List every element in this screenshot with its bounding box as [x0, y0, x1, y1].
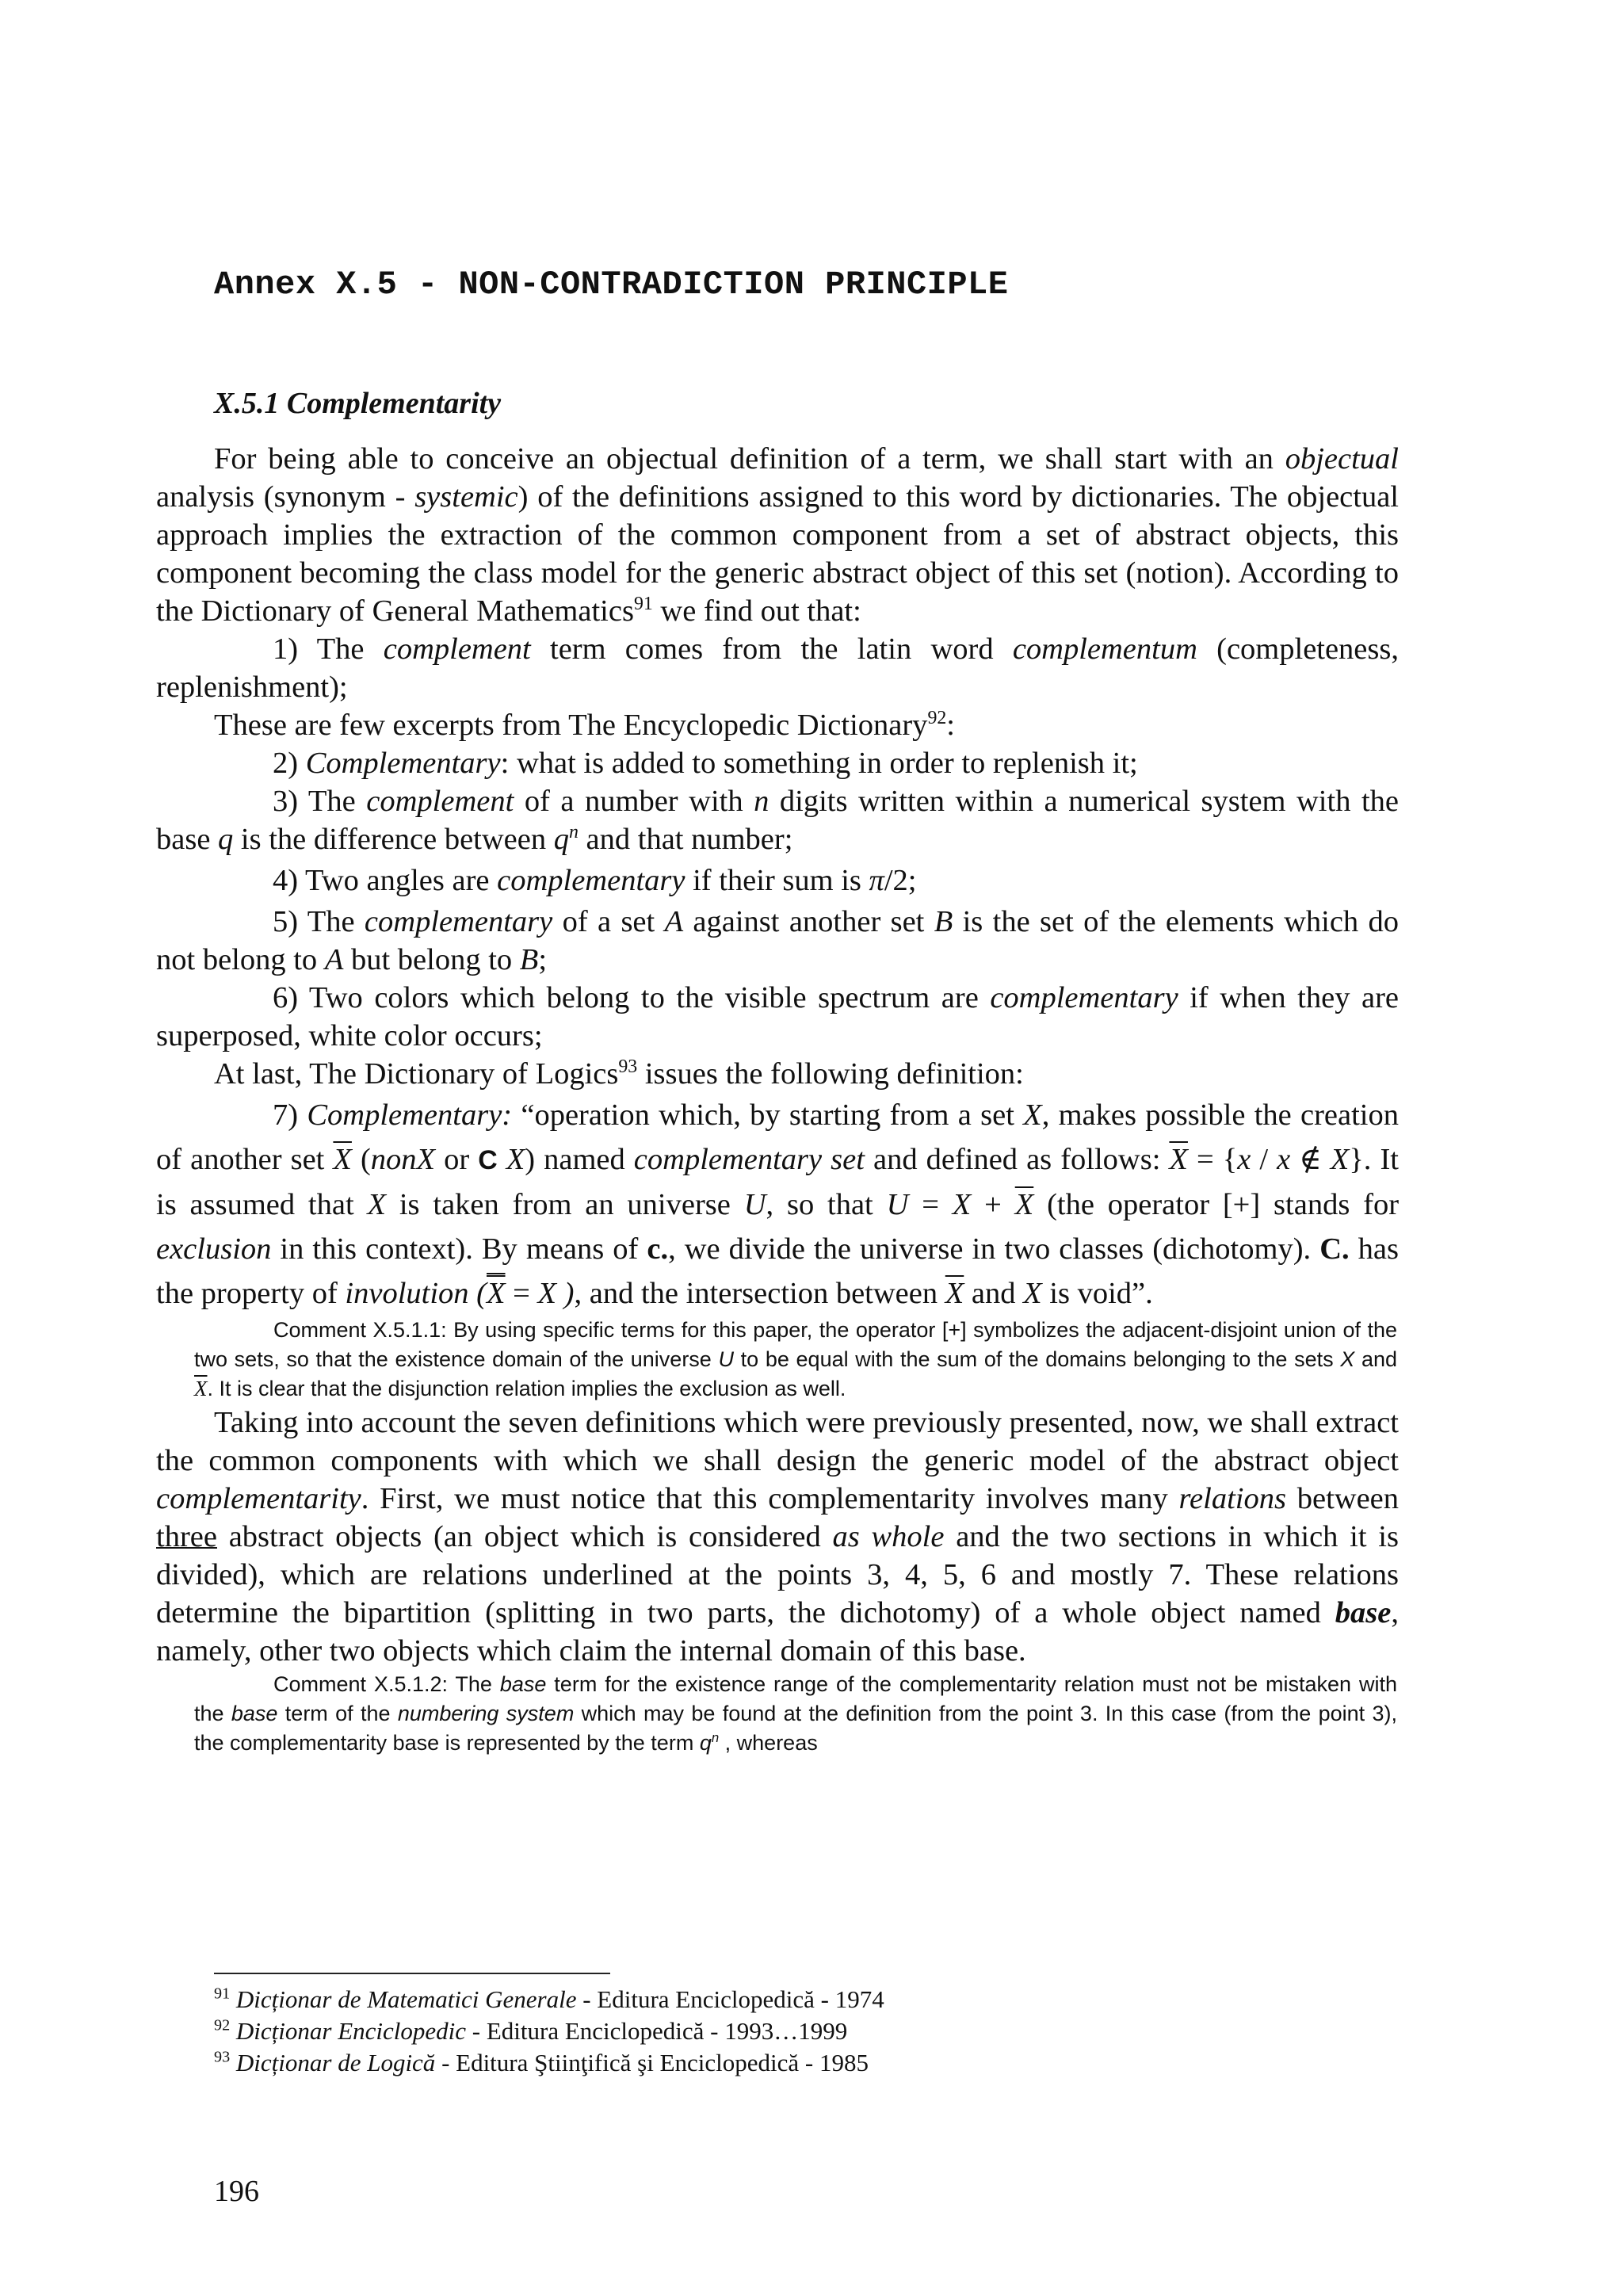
complement-operator: C — [478, 1145, 498, 1175]
paragraph-excerpts: These are few excerpts from The Encyclopedic Dictionary$^{92}$: — [214, 708, 955, 742]
definition-item-7: 7) Complementary: “operation which, by starting from a set X, makes possible the creation of another set $\overline{X}$ (nonX or C X) named complementary set and defined as follows: $\overline{X} = \{x / x$ ∉ X}. It is assumed that X is taken from an universe U, so that $U = X + \overline{X}$ (the operator [+] stands for exclusion in this context). By means of c., we divide the universe in two classes (dichotomy). C. has the property of involution (X = X ), and the intersection between $\overline{X}$ and X is void”. — [156, 1098, 1400, 1310]
footnotes — [214, 1984, 884, 2079]
definition-item-6: 6) Two colors which belong to the visible spectrum are complementary if when they are superposed, white color occurs; — [156, 981, 1399, 1052]
pi-symbol: π — [869, 864, 884, 897]
involution-formula: (X = X ) — [468, 1277, 575, 1310]
set-definition-formula: $\overline{X} = \{x / x$ ∉ X} — [1169, 1143, 1364, 1176]
footnote-ref-91: 91 — [633, 594, 653, 615]
page-number: 196 — [214, 2175, 259, 2208]
footnote-93: $^{93}$ Dicționar de Logică - Editura Ştiinţifică şi Enciclopedică - 1985 — [214, 2048, 869, 2076]
body-text — [156, 440, 1399, 1758]
definition-item-3: 3) The complement of a number with n digits written within a numerical system with the base q is the difference between $q^n$ and that number; — [156, 785, 1399, 856]
paragraph-logics: At last, The Dictionary of Logics$^{93}$ issues the following definition: — [214, 1056, 1024, 1091]
footnote-ref-92: 92 — [927, 708, 947, 729]
footnote-ref-93: 93 — [618, 1056, 638, 1078]
definition-item-5: 5) The complementary of a set A against another set B is the set of the elements which do not belong to A but belong to B; — [156, 905, 1400, 976]
definition-item-2: 2) Complementary: what is added to something in order to replenish it; — [273, 747, 1138, 780]
paragraph-intro: For being able to conceive an objectual definition of a term, we shall start with an objectual analysis (synonym - systemic) of the definitions assigned to this word by dictionaries. The objectual approach implies the extraction of the common component from a set of abstract objects, this component becoming the class model for the generic abstract object of this set (notion). According to the Dictionary of General Mathematics$^{91}$ we find out that: — [156, 442, 1400, 628]
definition-item-1: 1) The complement term comes from the latin word complementum (completeness, replenishment); — [156, 632, 1399, 704]
annex-title: Annex X.5 - NON-CONTRADICTION PRINCIPLE — [214, 266, 1009, 304]
footnote-divider — [214, 1973, 610, 1974]
section-title: X.5.1 Complementarity — [214, 387, 502, 420]
comment-x-5-1-2: Comment X.5.1.2: The base term for the existence range of the complementarity relation must not be mistaken with the base term of the numbering system which may be found at the definition from the point 3. In this case (from the point 3), the complementarity base is represented by the term $q^n$ , whereas — [194, 1672, 1397, 1755]
definition-item-4: 4) Two angles are complementary if their sum is π/2; — [273, 864, 917, 897]
complement-x-symbol: $\overline{X}$ — [333, 1143, 352, 1176]
footnote-91: $^{91}$ Dicționar de Matematici Generale - Editura Enciclopedică - 1974 — [214, 1985, 884, 2013]
paragraph-seven-definitions: Taking into account the seven definitions which were previously presented, now, we shall extract the common components with which we shall design the generic model of the abstract object complementarity. First, we must notice that this complementarity involves many relations between three abstract objects (an object which is considered as whole and the two sections in which it is divided), which are relations underlined at the points 3, 4, 5, 6 and mostly 7. These relations determine the bipartition (splitting in two parts, the dichotomy) of a whole object named base, namely, other two objects which claim the internal domain of this base. — [156, 1406, 1400, 1668]
universe-formula: $U = X + \overline{X}$ — [886, 1188, 1034, 1221]
comment-x-5-1-1: Comment X.5.1.1: By using specific terms for this paper, the operator [+] symbolizes the adjacent-disjoint union of the two sets, so that the existence domain of the universe U to be equal with the sum of the domains belonging to the sets X and $\overline{X}$. It is clear that the disjunction relation implies the exclusion as well. — [194, 1318, 1397, 1400]
footnote-92: $^{92}$ Dicționar Enciclopedic - Editura Enciclopedică - 1993…1999 — [214, 2016, 848, 2045]
